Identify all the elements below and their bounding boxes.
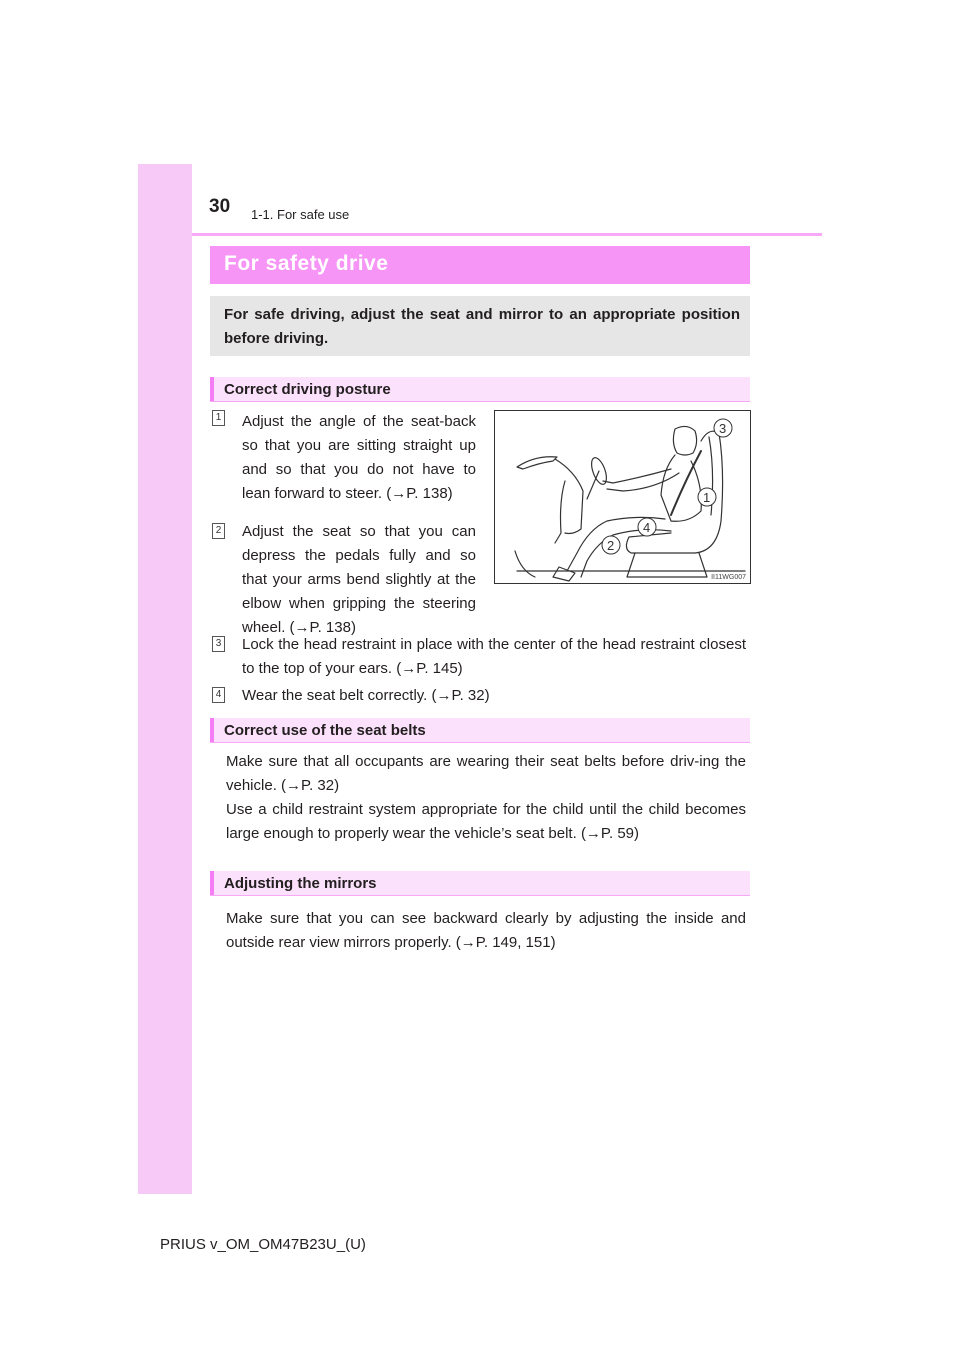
item-number-2: 2: [212, 523, 225, 539]
seatbelt-paragraph-2: Use a child restraint system appropriate for the child until the child becomes large enough to properly wear the vehicle’s seat belt. (→P. 59): [226, 801, 746, 842]
item-number-4: 4: [212, 687, 225, 703]
driver-seat-drawing: [495, 411, 750, 583]
mirrors-paragraph: Make sure that you can see backward clearly by adjusting the inside and outside rear view mirrors properly. (→P. 149, 151): [226, 910, 746, 951]
callout-2: 2: [607, 538, 615, 553]
posture-item-2: Adjust the seat so that you can depress the pedals fully and so that your arms bend slightly at the elbow when gripping the steering wheel. (→P. 138): [242, 523, 476, 636]
posture-heading: [210, 377, 750, 402]
seatbelt-heading-text: Correct use of the seat belts: [224, 722, 426, 739]
callout-1: 1: [703, 490, 711, 505]
posture-heading-text: Correct driving posture: [224, 381, 391, 398]
posture-item-4: Wear the seat belt correctly. (→P. 32): [242, 687, 490, 704]
title-bar: [210, 246, 750, 284]
callout-3: 3: [719, 421, 727, 436]
posture-item-3: Lock the head restraint in place with the center of the head restraint closest to the top of your ears. (→P. 145): [242, 636, 746, 677]
item-number-1: 1: [212, 410, 225, 426]
item-number-3: 3: [212, 636, 225, 652]
driving-posture-illustration: [494, 410, 751, 584]
document-code: PRIUS v_OM_OM47B23U_(U): [160, 1236, 366, 1253]
mirrors-heading: [210, 871, 750, 896]
section-label: 1-1. For safe use: [251, 207, 350, 222]
header-rule: [192, 233, 822, 236]
seatbelt-paragraph-1: Make sure that all occupants are wearing their seat belts before driv-ing the vehicle. (→P. 32): [226, 753, 746, 794]
intro-text: For safe driving, adjust the seat and mirror to an appropriate position before driving.: [224, 306, 740, 347]
seatbelt-heading: [210, 718, 750, 743]
page-title: For safety drive: [224, 252, 389, 275]
mirrors-heading-text: Adjusting the mirrors: [224, 875, 377, 892]
figure-code: II11WG007: [711, 574, 746, 581]
intro-box: [210, 296, 750, 356]
page-number: 30: [209, 196, 231, 217]
callout-4: 4: [643, 520, 651, 535]
posture-item-1: Adjust the angle of the seat-back so that you are sitting straight up and so that you do not have to lean forward to steer. (→P. 138): [242, 413, 476, 502]
sidebar-tab: [138, 164, 192, 1194]
